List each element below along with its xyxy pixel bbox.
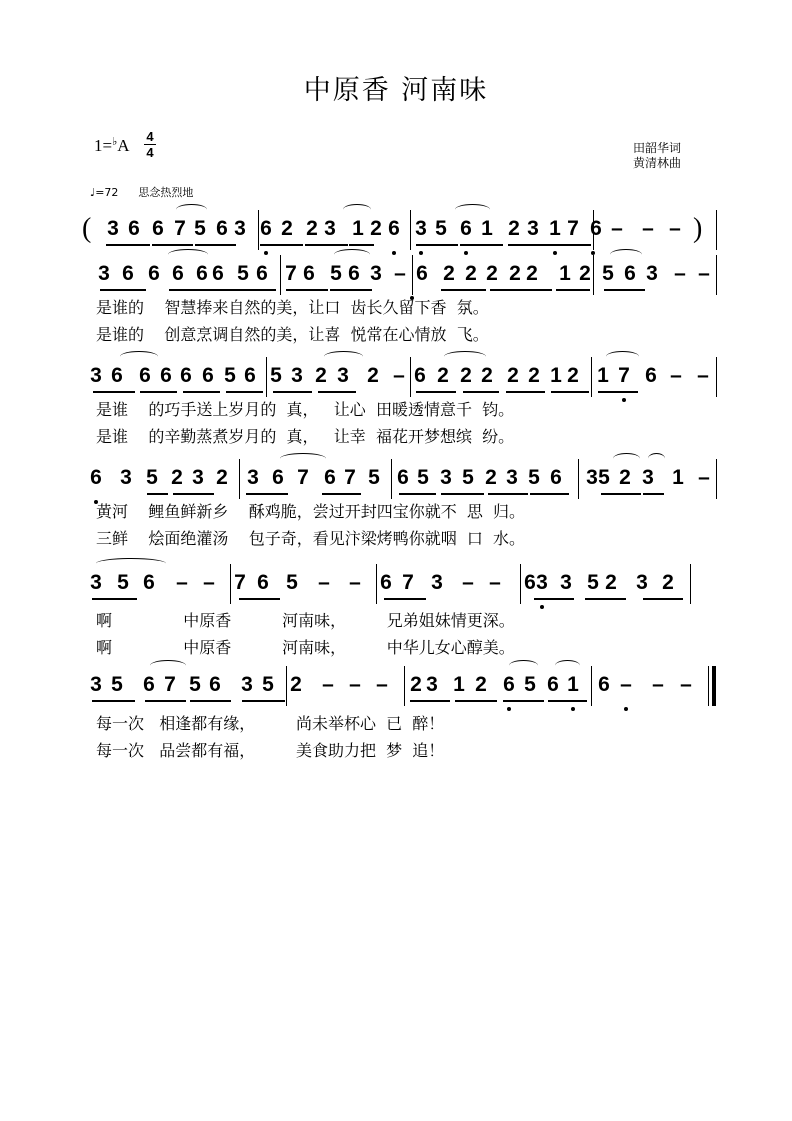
note: 2: [526, 262, 538, 285]
barline: [404, 666, 405, 706]
composer-credit: 黄清林曲: [633, 156, 682, 170]
octave-dot-low: [507, 707, 511, 711]
underline-beam: [330, 289, 372, 291]
dash-note: –: [393, 364, 405, 387]
slur: [96, 558, 166, 569]
underline-beam: [441, 289, 486, 291]
note: 3: [234, 217, 246, 240]
note: 5: [462, 466, 474, 489]
dash-note: –: [376, 673, 388, 696]
note: 6: [460, 217, 472, 240]
note: 6: [148, 262, 160, 285]
underline-beam: [190, 700, 231, 702]
underline-beam: [239, 598, 280, 600]
note: 1: [481, 217, 493, 240]
dash-note: –: [669, 217, 681, 240]
barline: [239, 459, 240, 499]
underline-beam: [598, 391, 638, 393]
slur: [343, 204, 371, 215]
lyric-line-verse-1: 每一次 相逢都有缘， 尚未举杯心 已 醉！: [96, 714, 445, 733]
note: 5: [528, 466, 540, 489]
note: 3: [370, 262, 382, 285]
note: 2: [370, 217, 382, 240]
note: 1: [672, 466, 684, 489]
slur: [613, 453, 640, 464]
meter-bottom: 4: [146, 145, 154, 160]
note: 6: [111, 364, 123, 387]
slur: [606, 351, 639, 362]
note: 6: [272, 466, 284, 489]
note: 6: [645, 364, 657, 387]
dash-note: –: [349, 673, 361, 696]
underline-beam: [601, 493, 641, 495]
barline: [593, 255, 594, 295]
barline: [716, 255, 717, 295]
dash-note: –: [698, 466, 710, 489]
meter-top: 4: [146, 129, 154, 144]
note: 3: [337, 364, 349, 387]
slur: [509, 660, 538, 671]
dash-note: –: [203, 571, 215, 594]
note: 3: [506, 466, 518, 489]
note: 6: [397, 466, 409, 489]
dash-note: –: [349, 571, 361, 594]
slur: [610, 249, 642, 260]
note: 2: [367, 364, 379, 387]
slur: [324, 351, 363, 362]
note: 3: [426, 673, 438, 696]
slur: [648, 453, 665, 464]
underline-beam: [585, 598, 626, 600]
underline-beam: [183, 391, 220, 393]
underline-beam: [530, 493, 569, 495]
note: 3: [440, 466, 452, 489]
note: 6: [90, 466, 102, 489]
note: 2: [507, 364, 519, 387]
note: 7: [285, 262, 297, 285]
slur: [555, 660, 580, 671]
note: 6: [624, 262, 636, 285]
underline-beam: [152, 244, 193, 246]
underline-beam: [643, 598, 683, 600]
note: 3: [291, 364, 303, 387]
note: 2: [475, 673, 487, 696]
octave-dot: [419, 251, 423, 255]
note: 7: [297, 466, 309, 489]
note: 6: [598, 673, 610, 696]
octave-dot-low: [571, 707, 575, 711]
note: 2: [465, 262, 477, 285]
lyric-line-verse-1: 是谁的 智慧捧来自然的美，让口 齿长久留下香 氛。: [96, 298, 489, 317]
note: 6: [590, 217, 602, 240]
underline-beam: [416, 244, 458, 246]
underline-beam: [416, 391, 456, 393]
underline-beam: [286, 289, 328, 291]
slur: [455, 204, 490, 215]
note: 2: [528, 364, 540, 387]
note: 6: [152, 217, 164, 240]
note: 6: [139, 364, 151, 387]
note: 3: [120, 466, 132, 489]
underline-beam: [260, 244, 303, 246]
note: 5: [146, 466, 158, 489]
note: 3: [192, 466, 204, 489]
note: 1: [597, 364, 609, 387]
lyric-line-verse-2: 每一次 品尝都有福， 美食助力把 梦 追！: [96, 741, 445, 760]
lyric-line-verse-2: 啊 中原香 河南味， 中华儿女心醇美。: [96, 638, 515, 657]
song-title: 中原香 河南味: [303, 75, 489, 106]
slur: [168, 249, 208, 260]
tempo-mark: ♩=72: [90, 186, 119, 199]
underline-beam: [460, 244, 503, 246]
underline-beam: [506, 391, 545, 393]
note: 3: [636, 571, 648, 594]
underline-beam: [551, 391, 589, 393]
note: 2: [619, 466, 631, 489]
note: 6: [348, 262, 360, 285]
note: 6: [256, 262, 268, 285]
note: 2: [485, 466, 497, 489]
note: 5: [417, 466, 429, 489]
underline-beam: [488, 493, 528, 495]
note: 6: [503, 673, 515, 696]
note: 6: [128, 217, 140, 240]
note: 1: [567, 673, 579, 696]
note: 5: [330, 262, 342, 285]
note: 5: [189, 673, 201, 696]
note: 6: [212, 262, 224, 285]
dash-note: –: [318, 571, 330, 594]
underline-beam: [106, 244, 150, 246]
dash-note: –: [489, 571, 501, 594]
note: 6: [209, 673, 221, 696]
time-signature: [144, 130, 156, 159]
underline-beam: [195, 244, 236, 246]
note: 5: [587, 571, 599, 594]
note: 2: [605, 571, 617, 594]
dash-note: –: [698, 262, 710, 285]
dash-note: –: [697, 364, 709, 387]
note: 2: [410, 673, 422, 696]
lyric-line-verse-1: 啊 中原香 河南味， 兄弟姐妹情更深。: [96, 611, 515, 630]
dash-note: –: [322, 673, 334, 696]
note: 6: [324, 466, 336, 489]
octave-dot-low: [553, 251, 557, 255]
note: 2: [486, 262, 498, 285]
underline-beam: [490, 289, 552, 291]
note: 6: [216, 217, 228, 240]
key-flat: ♭: [112, 136, 118, 148]
dash-note: –: [680, 673, 692, 696]
octave-dot-low: [540, 605, 544, 609]
underline-beam: [643, 493, 664, 495]
underline-beam: [503, 700, 544, 702]
note: 6: [257, 571, 269, 594]
underline-beam: [242, 700, 285, 702]
underline-beam: [549, 244, 591, 246]
note: 3: [90, 364, 102, 387]
barline: [716, 459, 717, 499]
dash-note: –: [462, 571, 474, 594]
underline-beam: [410, 700, 450, 702]
note: 6: [550, 466, 562, 489]
underline-beam: [273, 391, 312, 393]
note: 1: [550, 364, 562, 387]
note: 5: [117, 571, 129, 594]
note: 3: [98, 262, 110, 285]
expression-mark: 思念热烈地: [138, 186, 194, 199]
note: 2: [281, 217, 293, 240]
note: 6: [196, 262, 208, 285]
note: 3: [90, 571, 102, 594]
dash-note: –: [176, 571, 188, 594]
note: 2: [315, 364, 327, 387]
octave-dot-low: [264, 251, 268, 255]
note: 2: [437, 364, 449, 387]
slur: [334, 249, 370, 260]
note: 1: [453, 673, 465, 696]
dash-note: –: [642, 217, 654, 240]
note: 3: [247, 466, 259, 489]
dash-note: –: [674, 262, 686, 285]
lyric-line-verse-2: 是谁的 创意烹调自然的美，让喜 悦常在心情放 飞。: [96, 325, 489, 344]
note: 5: [602, 262, 614, 285]
note: 7: [567, 217, 579, 240]
underline-beam: [399, 493, 436, 495]
key-prefix: 1=: [94, 136, 113, 155]
barline: [690, 564, 691, 604]
note: 3: [241, 673, 253, 696]
underline-beam: [93, 391, 135, 393]
note: 1: [559, 262, 571, 285]
barline: [716, 357, 717, 397]
note: 2: [579, 262, 591, 285]
underline-beam: [226, 391, 263, 393]
underline-beam: [100, 289, 146, 291]
note: 6: [160, 364, 172, 387]
note: 6: [260, 217, 272, 240]
underline-beam: [147, 493, 168, 495]
note: 5: [111, 673, 123, 696]
note: 2: [306, 217, 318, 240]
note: 5: [435, 217, 447, 240]
note: 2: [481, 364, 493, 387]
key-signature: [94, 135, 130, 156]
lyric-line-verse-2: 是谁 的辛勤蒸煮岁月的 真， 让幸 福花开梦想缤 纷。: [96, 427, 515, 446]
repeat-paren-open: (: [82, 213, 92, 244]
note: 3: [527, 217, 539, 240]
note: 2: [509, 262, 521, 285]
note: 2: [171, 466, 183, 489]
note: 5: [286, 571, 298, 594]
lyric-line-verse-1: 黄河 鲤鱼鲜新乡 酥鸡脆，尝过开封四宝你就不 思 归。: [96, 502, 526, 521]
note: 6: [547, 673, 559, 696]
note: 6: [303, 262, 315, 285]
note: 3: [646, 262, 658, 285]
note: 7: [164, 673, 176, 696]
note: 6: [180, 364, 192, 387]
note: 6: [172, 262, 184, 285]
underline-beam: [233, 289, 276, 291]
note: 6: [414, 364, 426, 387]
note: 7: [344, 466, 356, 489]
note: 5: [368, 466, 380, 489]
octave-dot-low: [622, 398, 626, 402]
slur: [176, 204, 207, 215]
barline: [391, 459, 392, 499]
note: 3: [431, 571, 443, 594]
underline-beam: [349, 244, 374, 246]
note: 6: [143, 673, 155, 696]
underline-beam: [246, 493, 288, 495]
note: 7: [402, 571, 414, 594]
note: 3: [324, 217, 336, 240]
note: 2: [290, 673, 302, 696]
dash-note: –: [394, 262, 406, 285]
note: 5: [270, 364, 282, 387]
note: 2: [567, 364, 579, 387]
note: 3: [536, 571, 548, 594]
octave-dot-low: [392, 251, 396, 255]
note: 3: [586, 466, 598, 489]
underline-beam: [508, 244, 550, 246]
note: 5: [224, 364, 236, 387]
key-note: A: [117, 136, 130, 155]
dash-note: –: [611, 217, 623, 240]
note: 3: [560, 571, 572, 594]
underline-beam: [463, 391, 499, 393]
underline-beam: [534, 598, 574, 600]
barline: [591, 666, 592, 706]
underline-beam: [441, 493, 484, 495]
note: 6: [202, 364, 214, 387]
underline-beam: [548, 700, 587, 702]
note: 5: [194, 217, 206, 240]
note: 1: [352, 217, 364, 240]
note: 2: [508, 217, 520, 240]
underline-beam: [384, 598, 426, 600]
note: 5: [524, 673, 536, 696]
lyric-line-verse-2: 三鲜 烩面绝灌汤 包子奇，看见汴梁烤鸭你就咽 口 水。: [96, 529, 526, 548]
dash-note: –: [620, 673, 632, 696]
octave-dot-low: [624, 707, 628, 711]
underline-beam: [322, 493, 361, 495]
repeat-paren-close: ): [693, 213, 703, 244]
barline: [591, 357, 592, 397]
note: 3: [90, 673, 102, 696]
underline-beam: [173, 493, 214, 495]
note: 7: [234, 571, 246, 594]
note: 6: [524, 571, 536, 594]
barline: [716, 210, 717, 250]
barline: [578, 459, 579, 499]
note: 2: [216, 466, 228, 489]
underline-beam: [140, 391, 177, 393]
slur: [444, 351, 486, 362]
note: 1: [549, 217, 561, 240]
underline-beam: [92, 700, 135, 702]
lyricist-credit: 田韶华词: [633, 141, 682, 155]
underline-beam: [145, 700, 186, 702]
tempo-marking: [90, 184, 193, 200]
lyric-line-verse-1: 是谁 的巧手送上岁月的 真， 让心 田暖透情意千 钧。: [96, 400, 515, 419]
octave-dot: [464, 251, 468, 255]
underline-beam: [455, 700, 497, 702]
note: 6: [244, 364, 256, 387]
note: 2: [460, 364, 472, 387]
dash-note: –: [670, 364, 682, 387]
note: 6: [143, 571, 155, 594]
note: 5: [262, 673, 274, 696]
slur: [120, 351, 158, 362]
underline-beam: [604, 289, 645, 291]
note: 3: [642, 466, 654, 489]
underline-beam: [318, 391, 356, 393]
note: 6: [388, 217, 400, 240]
underline-beam: [169, 289, 233, 291]
note: 2: [662, 571, 674, 594]
dash-note: –: [652, 673, 664, 696]
note: 2: [443, 262, 455, 285]
note: 7: [618, 364, 630, 387]
underline-beam: [556, 289, 590, 291]
note: 5: [237, 262, 249, 285]
underline-beam: [92, 598, 137, 600]
note: 6: [416, 262, 428, 285]
note: 7: [174, 217, 186, 240]
slur: [150, 660, 186, 671]
underline-beam: [305, 244, 348, 246]
slur: [280, 453, 326, 464]
note: 5: [598, 466, 610, 489]
note: 6: [122, 262, 134, 285]
note: 3: [415, 217, 427, 240]
note: 3: [107, 217, 119, 240]
note: 6: [380, 571, 392, 594]
